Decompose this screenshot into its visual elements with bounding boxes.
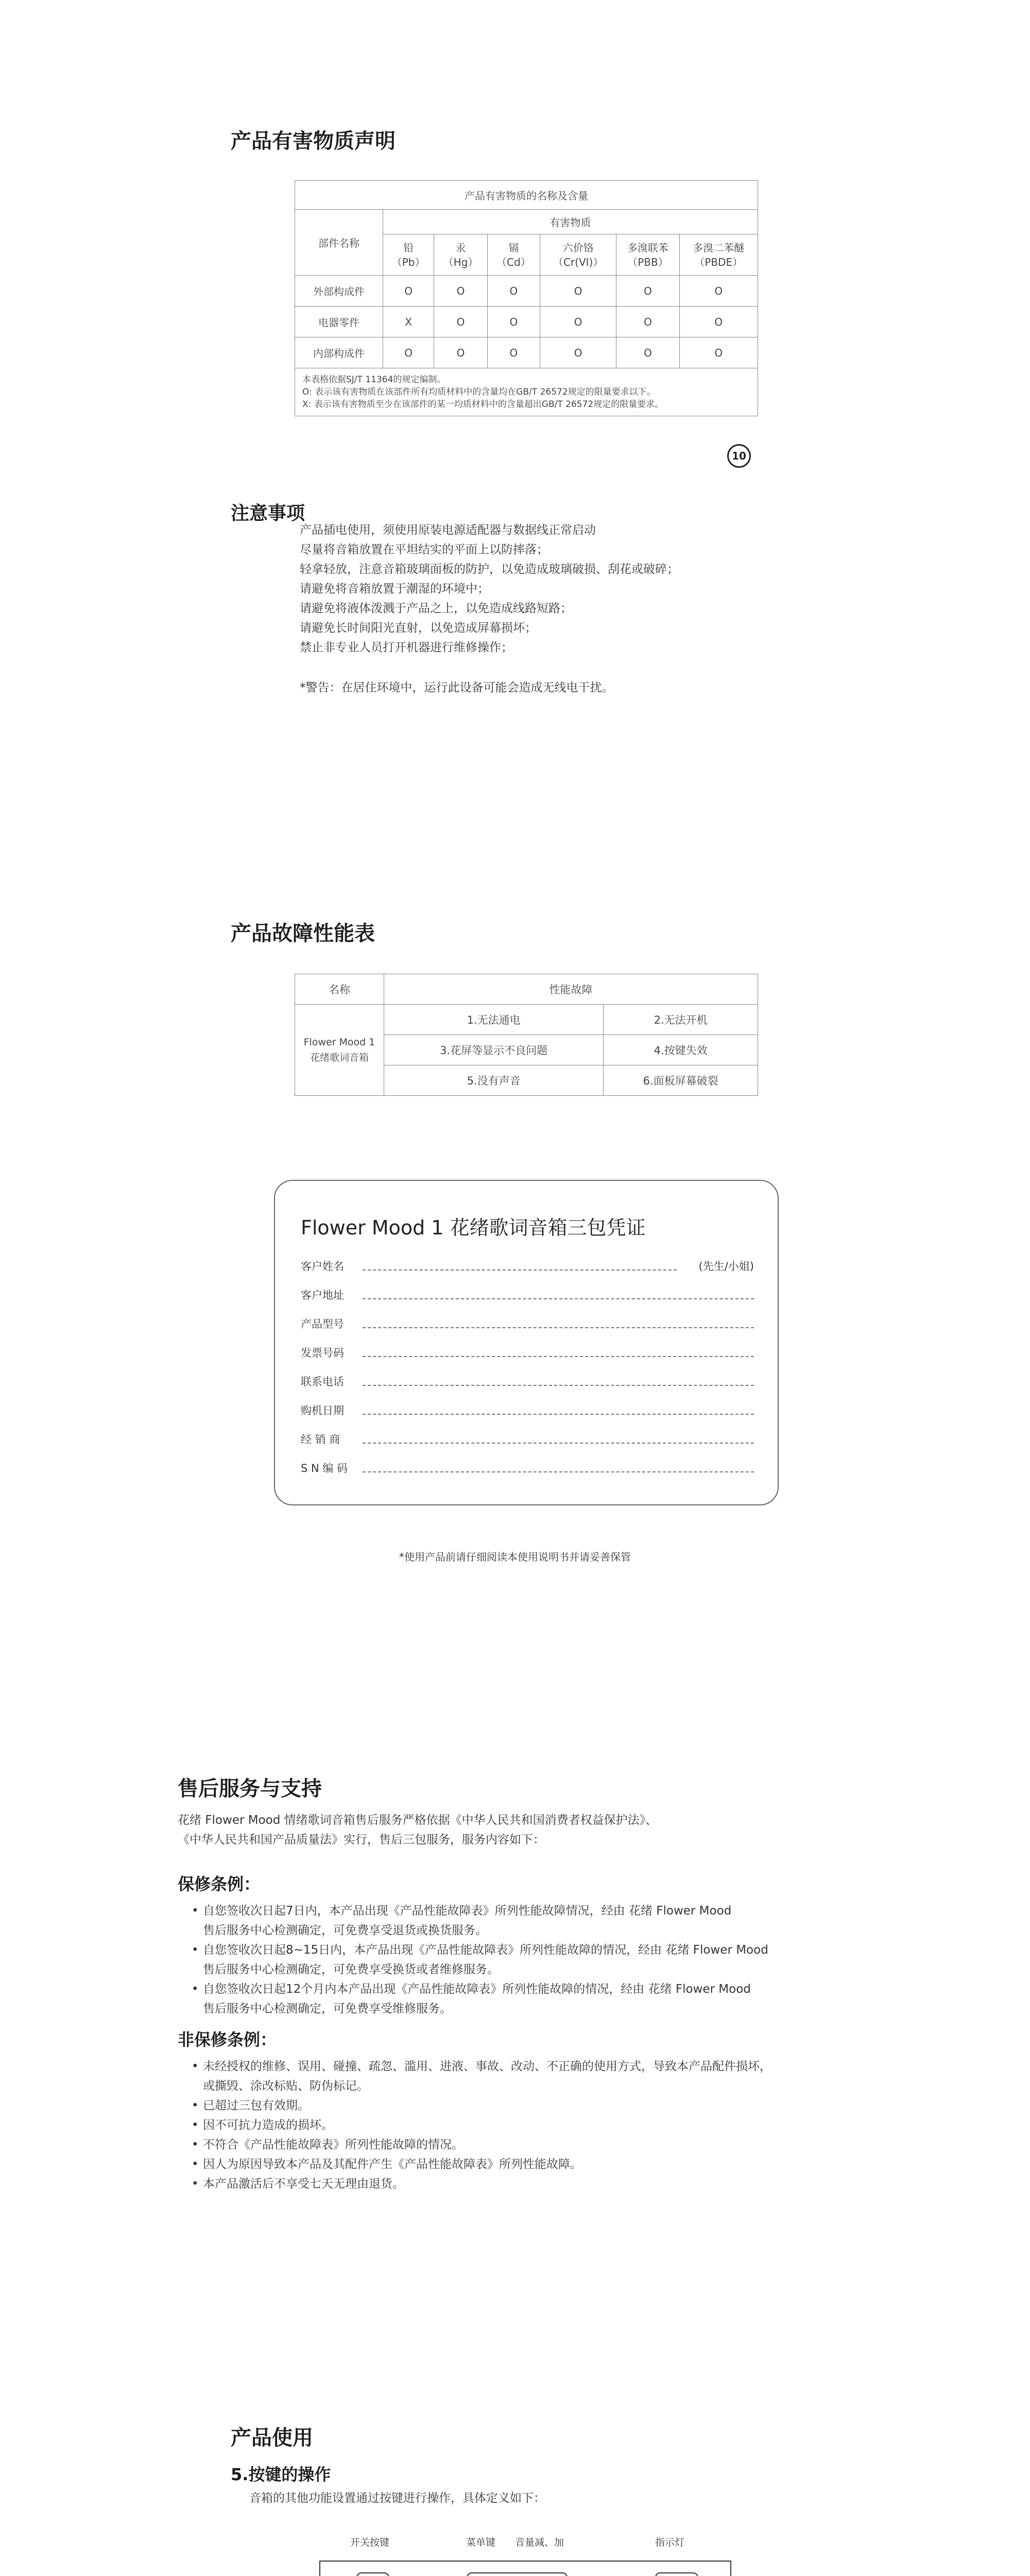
usage-title: 产品使用 xyxy=(231,2426,313,2450)
warranty-card-field: 客户地址 xyxy=(301,1287,754,1302)
warranty-terms-list xyxy=(192,1901,768,2019)
hazard-value-cell: O xyxy=(540,307,616,337)
notice-list xyxy=(300,520,679,657)
hazard-value-cell: O xyxy=(434,337,488,368)
hazard-value-cell: O xyxy=(434,276,488,307)
non-warranty-terms-title: 非保修条例： xyxy=(178,2030,277,2049)
warranty-term-item: • 自您签收次日起12个月内本产品出现《产品性能故障表》所列性能故障的情况，经由 花绪 Flower Mood 售后服务中心检测确定，可免费享受维修服务。 xyxy=(192,1979,768,2019)
non-warranty-term-item: • 已超过三包有效期。 xyxy=(192,2096,771,2115)
hazard-part-name: 外部构成件 xyxy=(295,276,383,307)
hazard-part-name: 电器零件 xyxy=(295,307,383,337)
notice-item: 禁止非专业人员打开机器进行维修操作； xyxy=(300,641,513,654)
hazard-table xyxy=(295,180,758,416)
hazard-value-cell: O xyxy=(679,276,758,307)
warranty-card-field: 产品型号 xyxy=(301,1316,754,1331)
non-warranty-terms-list xyxy=(192,2057,771,2194)
fault-item: 5.没有声音 xyxy=(384,1065,604,1096)
fault-item: 3.花屏等显示不良问题 xyxy=(384,1035,604,1065)
hazard-title: 产品有害物质声明 xyxy=(231,129,396,153)
hazard-substance-header: 镉 （Cd） xyxy=(487,234,540,276)
hazard-value-cell: O xyxy=(679,337,758,368)
hazard-substance-header: 多溴二苯醚 （PBDE） xyxy=(679,234,758,276)
hazard-value-cell: O xyxy=(616,276,679,307)
hazard-substance-header: 多溴联苯 （PBB） xyxy=(616,234,679,276)
fault-col-fault: 性能故障 xyxy=(384,974,758,1005)
name-suffix: (先生/小姐) xyxy=(696,1258,754,1274)
indicator-label: 指示灯 xyxy=(655,2537,685,2548)
hazard-col-part: 部件名称 xyxy=(295,210,383,276)
hazard-value-cell: O xyxy=(487,337,540,368)
hazard-value-cell: X xyxy=(383,307,434,337)
buttons-section-title: 5.按键的操作 xyxy=(231,2465,331,2484)
warranty-card-fill-line[interactable] xyxy=(363,1414,754,1415)
hazard-table-title: 产品有害物质的名称及含量 xyxy=(295,181,758,210)
notice-item: 产品插电使用，须使用原装电源适配器与数据线正常启动 xyxy=(300,523,596,537)
warranty-card-field: S N 编 码 xyxy=(301,1460,754,1476)
fault-item: 1.无法通电 xyxy=(384,1005,604,1035)
warranty-card-fill-line[interactable] xyxy=(363,1471,754,1472)
notice-item: 请避免将音箱放置于潮湿的环境中； xyxy=(300,582,489,596)
non-warranty-term-item: • 不符合《产品性能故障表》所列性能故障的情况。 xyxy=(192,2135,771,2155)
warranty-card-field: 客户姓名 (先生/小姐) xyxy=(301,1258,754,1274)
fault-item: 2.无法开机 xyxy=(604,1005,758,1035)
fault-item: 4.按键失效 xyxy=(604,1035,758,1065)
hazard-value-cell: O xyxy=(540,276,616,307)
hazard-table-row xyxy=(295,307,758,337)
volume-button-label: 音量减、加 xyxy=(515,2537,564,2548)
warranty-card-fill-line[interactable] xyxy=(363,1298,754,1299)
fault-item: 6.面板屏幕破裂 xyxy=(604,1065,758,1096)
hazard-value-cell: O xyxy=(383,337,434,368)
after-sales-title: 售后服务与支持 xyxy=(178,1777,322,1801)
warranty-term-item: • 自您签收次日起8~15日内，本产品出现《产品性能故障表》所列性能故障的情况，经由 花绪 Flower Mood 售后服务中心检测确定，可免费享受换货或者维修服务。 xyxy=(192,1940,768,1979)
hazard-value-cell: O xyxy=(540,337,616,368)
warranty-terms-title: 保修条例： xyxy=(178,1874,261,1894)
notice-title: 注意事项 xyxy=(231,503,305,524)
non-warranty-term-item: • 未经授权的维修、误用、碰撞、疏忽、滥用、进液、事故、改动、不正确的使用方式，导致本产品配件损坏， 或撕毁、涂改标贴、防伪标记。 xyxy=(192,2057,771,2096)
hazard-substance-header: 汞 （Hg） xyxy=(434,234,488,276)
fault-product-name: Flower Mood 1 花绪歌词音箱 xyxy=(295,1005,384,1096)
notice-warning: *警告：在居住环境中，运行此设备可能会造成无线电干扰。 xyxy=(300,681,614,694)
menu-volume-button-group xyxy=(467,2572,568,2576)
buttons-intro: 音箱的其他功能设置通过按键进行操作，具体定义如下： xyxy=(249,2492,545,2505)
menu-button-label: 菜单键 xyxy=(466,2537,496,2548)
indicator-light xyxy=(655,2572,698,2576)
warranty-card-fill-line[interactable] xyxy=(363,1385,754,1386)
warranty-card-fill-line[interactable] xyxy=(363,1356,754,1357)
notice-item: 尽量将音箱放置在平坦结实的平面上以防摔落； xyxy=(300,543,548,556)
hazard-table-row xyxy=(295,276,758,307)
warranty-card-field: 联系电话 xyxy=(301,1374,754,1389)
after-sales-intro: 花绪 Flower Mood 情绪歌词音箱售后服务严格依据《中华人民共和国消费者权益保护法》、 《中华人民共和国产品质量法》实行，售后三包服务，服务内容如下： xyxy=(178,1814,658,1846)
non-warranty-term-item: • 因人为原因导致本产品及其配件产生《产品性能故障表》所列性能故障。 xyxy=(192,2155,771,2174)
non-warranty-term-item: • 因不可抗力造成的损坏。 xyxy=(192,2115,771,2135)
fault-table xyxy=(295,974,758,1096)
warranty-term-item: • 自您签收次日起7日内，本产品出现《产品性能故障表》所列性能故障情况，经由 花绪 Flower Mood 售后服务中心检测确定，可免费享受退货或换货服务。 xyxy=(192,1901,768,1940)
non-warranty-term-item: • 本产品激活后不享受七天无理由退货。 xyxy=(192,2174,771,2194)
hazard-value-cell: O xyxy=(679,307,758,337)
environmental-protection-use-period-icon: 10 xyxy=(727,444,751,468)
hazard-notes: 本表格依据SJ/T 11364的规定编制。 O: 表示该有害物质在该部件所有均质材料中的含量均在GB/T 26572规定的限量要求以下。 X: 表示该有害物质至少在该部件的某一均质材料中的含量超出GB/T 26572规定的限量要求。 xyxy=(295,368,758,416)
fault-col-name: 名称 xyxy=(295,974,384,1005)
warranty-card-field: 经 销 商 xyxy=(301,1431,754,1447)
hazard-value-cell: O xyxy=(487,307,540,337)
notice-item: 轻拿轻放，注意音箱玻璃面板的防护，以免造成玻璃破损、刮花或破碎； xyxy=(300,563,679,576)
warranty-card-field: 购机日期 xyxy=(301,1402,754,1418)
hazard-substance-header: 铅 （Pb） xyxy=(383,234,434,276)
hazard-table-row xyxy=(295,337,758,368)
power-button-label: 开关按键 xyxy=(350,2537,390,2548)
hazard-value-cell: O xyxy=(616,307,679,337)
power-button xyxy=(356,2572,389,2576)
warranty-card xyxy=(274,1180,779,1505)
warranty-card-fill-line[interactable] xyxy=(363,1269,677,1270)
fault-title: 产品故障性能表 xyxy=(231,922,375,945)
hazard-value-cell: O xyxy=(383,276,434,307)
warranty-card-fill-line[interactable] xyxy=(363,1327,754,1328)
hazard-value-cell: O xyxy=(487,276,540,307)
notice-item: 请避免将液体泼溅于产品之上，以免造成线路短路； xyxy=(300,602,572,615)
warranty-card-title: Flower Mood 1 花绪歌词音箱三包凭证 xyxy=(301,1216,646,1239)
hazard-substance-header: 六价铬 （Cr(VI)） xyxy=(540,234,616,276)
hazard-col-group: 有害物质 xyxy=(383,210,758,234)
hazard-value-cell: O xyxy=(616,337,679,368)
button-panel-diagram xyxy=(319,2561,731,2576)
warranty-footnote: *使用产品前请仔细阅读本使用说明书并请妥善保管 xyxy=(399,1551,631,1563)
warranty-card-field: 发票号码 xyxy=(301,1345,754,1360)
notice-item: 请避免长时间阳光直射，以免造成屏幕损坏； xyxy=(300,621,537,635)
hazard-part-name: 内部构成件 xyxy=(295,337,383,368)
hazard-value-cell: O xyxy=(434,307,488,337)
warranty-card-fill-line[interactable] xyxy=(363,1443,754,1444)
